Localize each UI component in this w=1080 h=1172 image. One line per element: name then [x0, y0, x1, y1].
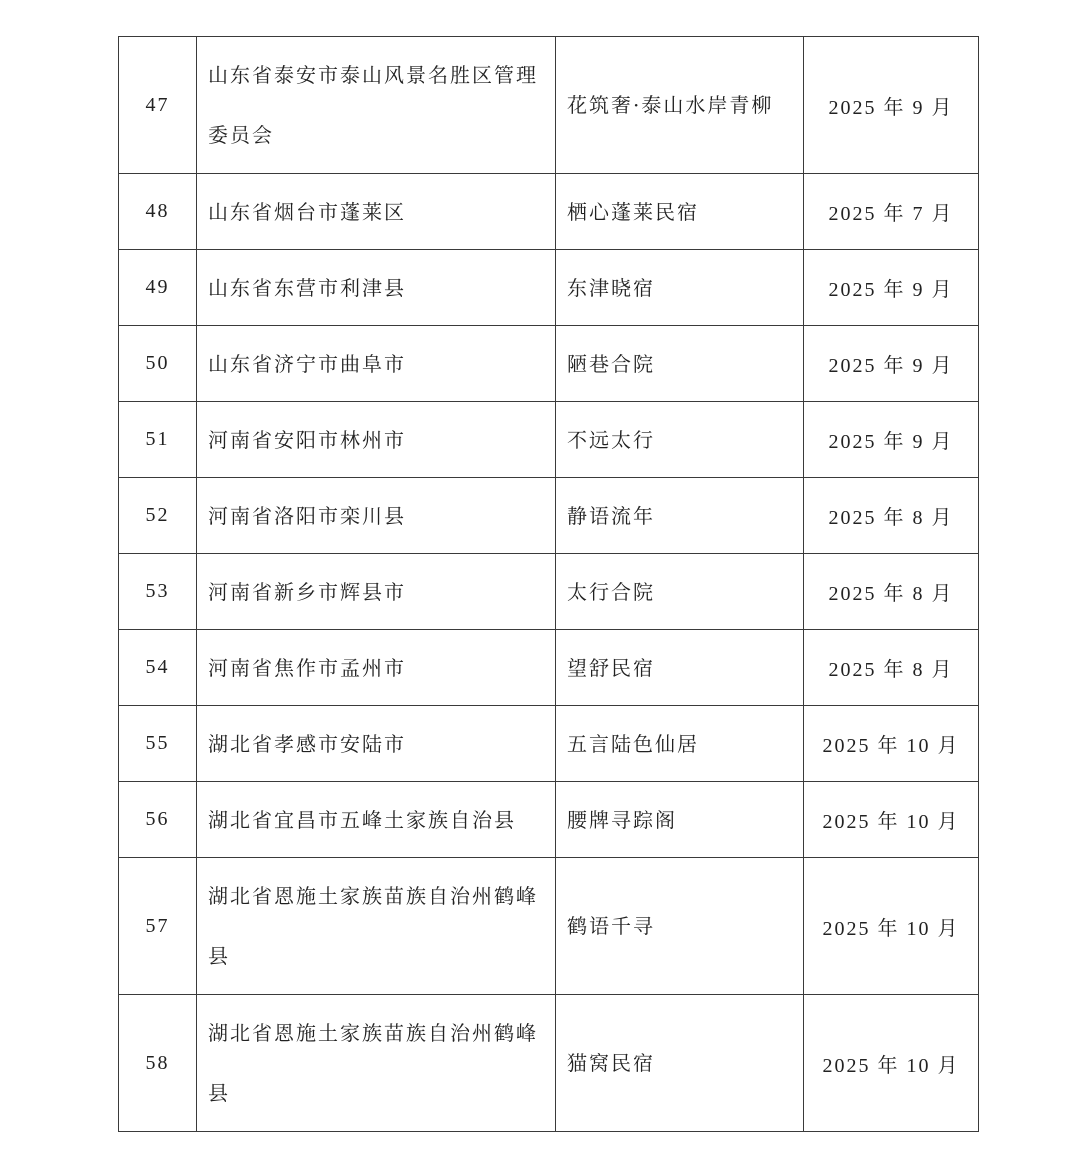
homestay-name: 东津晓宿 [556, 250, 804, 326]
row-number: 51 [119, 402, 197, 478]
row-number: 54 [119, 630, 197, 706]
homestay-name: 五言陆色仙居 [556, 706, 804, 782]
region-text: 湖北省恩施土家族苗族自治州鹤峰县 [208, 884, 538, 968]
date-cell: 2025 年 10 月 [804, 858, 979, 995]
region-text: 山东省泰安市泰山风景名胜区管理委员会 [208, 63, 538, 147]
region-cell: 湖北省孝感市安陆市 [197, 706, 556, 782]
table-row [119, 630, 979, 706]
date-cell: 2025 年 9 月 [804, 326, 979, 402]
homestay-name: 太行合院 [556, 554, 804, 630]
row-number: 52 [119, 478, 197, 554]
homestay-name: 腰牌寻踪阁 [556, 782, 804, 858]
homestay-name: 鹤语千寻 [556, 858, 804, 995]
date-cell: 2025 年 10 月 [804, 706, 979, 782]
region-cell: 河南省洛阳市栾川县 [197, 478, 556, 554]
region-cell: 山东省烟台市蓬莱区 [197, 174, 556, 250]
region-cell [197, 858, 556, 995]
table-row [119, 995, 979, 1132]
homestay-name: 栖心蓬莱民宿 [556, 174, 804, 250]
row-number: 48 [119, 174, 197, 250]
date-cell: 2025 年 8 月 [804, 554, 979, 630]
region-cell: 河南省新乡市辉县市 [197, 554, 556, 630]
date-cell: 2025 年 10 月 [804, 782, 979, 858]
region-cell: 河南省安阳市林州市 [197, 402, 556, 478]
region-cell: 河南省焦作市孟州市 [197, 630, 556, 706]
row-number: 50 [119, 326, 197, 402]
row-number: 49 [119, 250, 197, 326]
row-number: 55 [119, 706, 197, 782]
row-number: 58 [119, 995, 197, 1132]
table-row [119, 326, 979, 402]
homestay-name: 不远太行 [556, 402, 804, 478]
homestay-name: 望舒民宿 [556, 630, 804, 706]
row-number: 47 [119, 37, 197, 174]
table-row [119, 782, 979, 858]
document-page [118, 36, 978, 1132]
row-number: 57 [119, 858, 197, 995]
region-cell: 湖北省宜昌市五峰土家族自治县 [197, 782, 556, 858]
region-cell: 山东省东营市利津县 [197, 250, 556, 326]
date-cell: 2025 年 8 月 [804, 630, 979, 706]
region-cell [197, 995, 556, 1132]
region-cell [197, 37, 556, 174]
date-cell: 2025 年 10 月 [804, 995, 979, 1132]
table-row [119, 858, 979, 995]
homestay-name: 猫窝民宿 [556, 995, 804, 1132]
table-row [119, 478, 979, 554]
date-cell: 2025 年 9 月 [804, 250, 979, 326]
homestay-name: 静语流年 [556, 478, 804, 554]
date-cell: 2025 年 9 月 [804, 402, 979, 478]
date-cell: 2025 年 9 月 [804, 37, 979, 174]
table-row [119, 554, 979, 630]
table-row [119, 174, 979, 250]
date-cell: 2025 年 7 月 [804, 174, 979, 250]
homestay-name: 陋巷合院 [556, 326, 804, 402]
region-cell: 山东省济宁市曲阜市 [197, 326, 556, 402]
date-cell: 2025 年 8 月 [804, 478, 979, 554]
table-row [119, 706, 979, 782]
region-text: 湖北省恩施土家族苗族自治州鹤峰县 [208, 1021, 538, 1105]
table-row [119, 250, 979, 326]
homestay-name: 花筑奢·泰山水岸青柳 [556, 37, 804, 174]
row-number: 56 [119, 782, 197, 858]
homestay-list-table [118, 36, 979, 1132]
table-row [119, 37, 979, 174]
table-row [119, 402, 979, 478]
row-number: 53 [119, 554, 197, 630]
